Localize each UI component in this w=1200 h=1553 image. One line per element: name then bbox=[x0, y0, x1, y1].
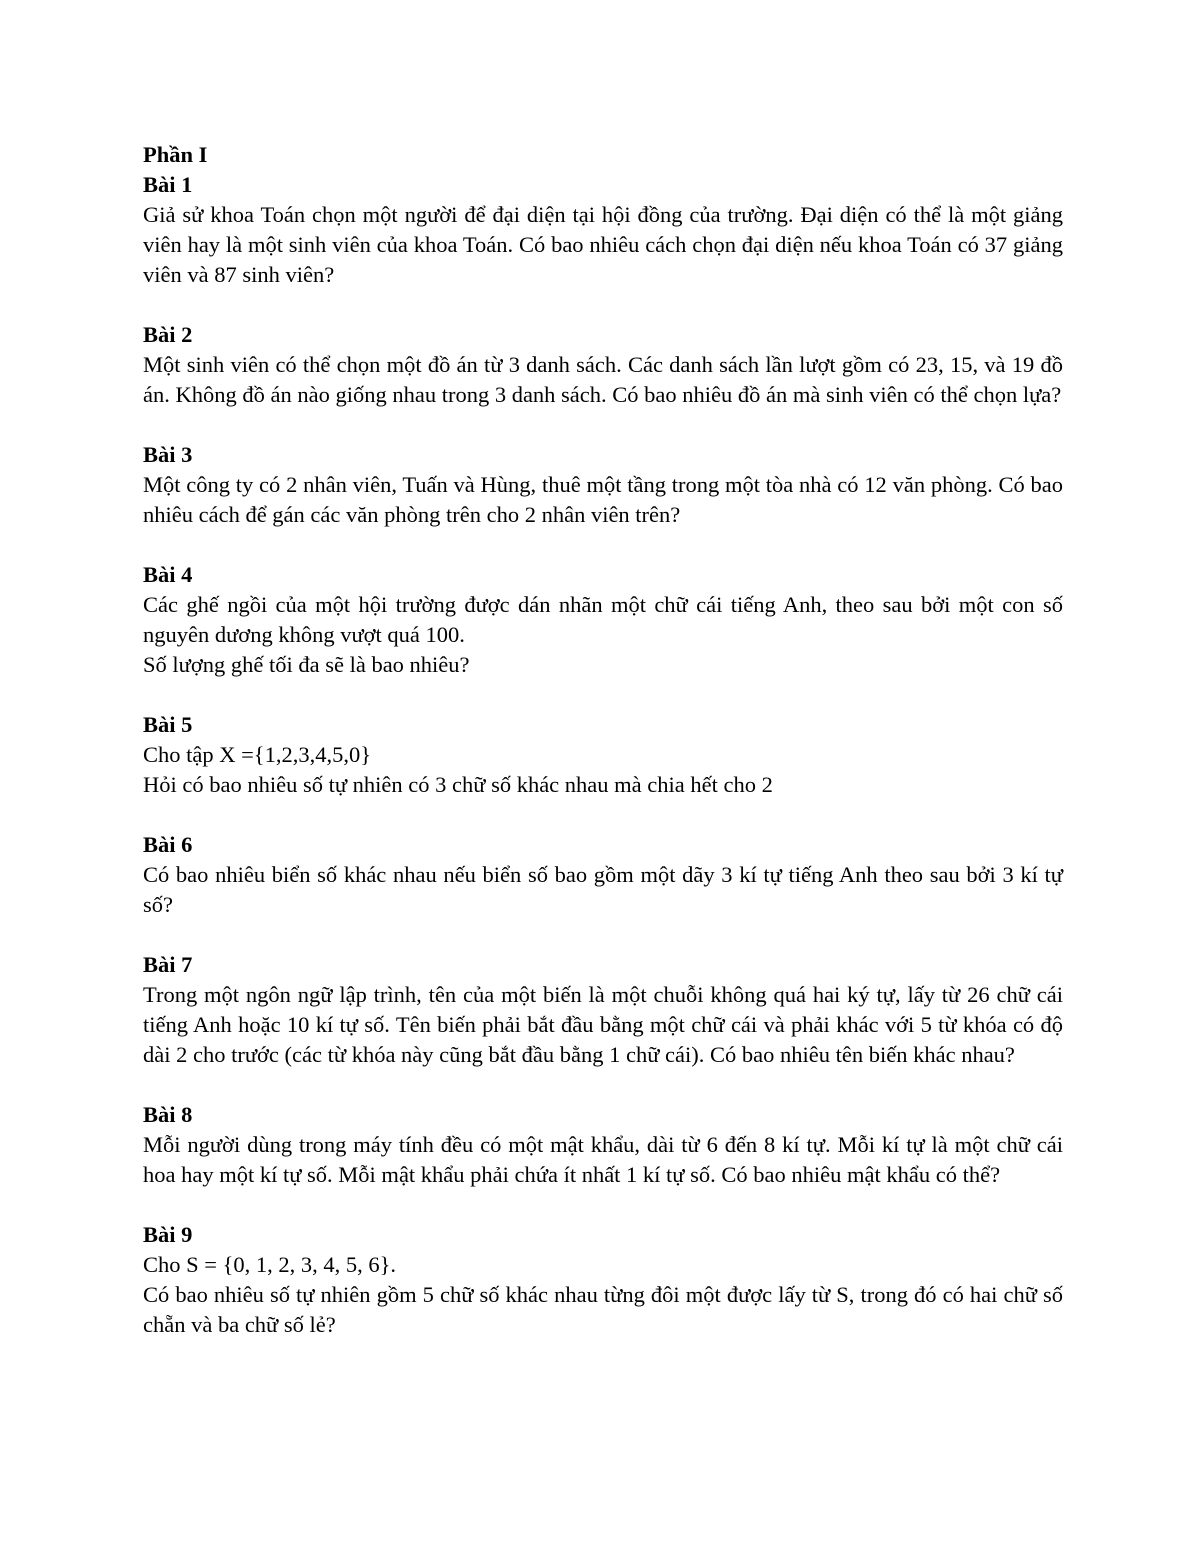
problem-line: Một sinh viên có thể chọn một đồ án từ 3 danh sách. Các danh sách lần lượt gồm có 23, 15, và 19 đồ án. Không đồ án nào giống nhau trong 3 danh sách. Có bao nhiêu đồ án mà sinh viên có thể chọn lựa? bbox=[143, 352, 1063, 407]
problem-line: Cho tập X ={1,2,3,4,5,0} bbox=[143, 742, 372, 767]
problem-2 bbox=[143, 320, 1063, 410]
problem-title: Bài 5 bbox=[143, 712, 193, 737]
problem-4 bbox=[143, 560, 1063, 680]
problem-text bbox=[143, 350, 1063, 410]
section-title: Phần I bbox=[143, 142, 208, 167]
problem-line: Số lượng ghế tối đa sẽ là bao nhiêu? bbox=[143, 652, 470, 677]
problem-line: Có bao nhiêu biển số khác nhau nếu biển số bao gồm một dãy 3 kí tự tiếng Anh theo sau bởi 3 kí tự số? bbox=[143, 862, 1063, 917]
problem-title: Bài 1 bbox=[143, 172, 193, 197]
problem-title: Bài 9 bbox=[143, 1222, 193, 1247]
problem-3 bbox=[143, 440, 1063, 530]
problem-title: Bài 8 bbox=[143, 1102, 193, 1127]
problem-title: Bài 3 bbox=[143, 442, 193, 467]
problem-title: Bài 4 bbox=[143, 562, 193, 587]
problem-text bbox=[143, 740, 1063, 800]
problem-text bbox=[143, 1250, 1063, 1340]
problem-line: Hỏi có bao nhiêu số tự nhiên có 3 chữ số khác nhau mà chia hết cho 2 bbox=[143, 772, 773, 797]
problem-line: Có bao nhiêu số tự nhiên gồm 5 chữ số khác nhau từng đôi một được lấy từ S, trong đó có hai chữ số chẵn và ba chữ số lẻ? bbox=[143, 1282, 1063, 1337]
problem-text bbox=[143, 590, 1063, 680]
problem-7 bbox=[143, 950, 1063, 1070]
problem-line: Một công ty có 2 nhân viên, Tuấn và Hùng, thuê một tầng trong một tòa nhà có 12 văn phòng. Có bao nhiêu cách để gán các văn phòng trên cho 2 nhân viên trên? bbox=[143, 472, 1063, 527]
problem-5 bbox=[143, 710, 1063, 800]
problem-text bbox=[143, 980, 1063, 1070]
problem-text bbox=[143, 200, 1063, 290]
problem-title: Bài 2 bbox=[143, 322, 193, 347]
problem-text bbox=[143, 860, 1063, 920]
problem-9 bbox=[143, 1220, 1063, 1340]
problem-text bbox=[143, 470, 1063, 530]
document-page bbox=[143, 140, 1063, 1370]
problem-line: Giả sử khoa Toán chọn một người để đại diện tại hội đồng của trường. Đại diện có thể là một giảng viên hay là một sinh viên của khoa Toán. Có bao nhiêu cách chọn đại diện nếu khoa Toán có 37 giảng viên và 87 sinh viên? bbox=[143, 202, 1063, 287]
problem-1 bbox=[143, 170, 1063, 290]
problem-title: Bài 7 bbox=[143, 952, 193, 977]
problem-line: Mỗi người dùng trong máy tính đều có một mật khẩu, dài từ 6 đến 8 kí tự. Mỗi kí tự là một chữ cái hoa hay một kí tự số. Mỗi mật khẩu phải chứa ít nhất 1 kí tự số. Có bao nhiêu mật khẩu có thể? bbox=[143, 1132, 1063, 1187]
problem-title: Bài 6 bbox=[143, 832, 193, 857]
problem-line: Cho S = {0, 1, 2, 3, 4, 5, 6}. bbox=[143, 1252, 397, 1277]
problem-line: Trong một ngôn ngữ lập trình, tên của một biến là một chuỗi không quá hai ký tự, lấy từ 26 chữ cái tiếng Anh hoặc 10 kí tự số. Tên biến phải bắt đầu bằng một chữ cái và phải khác với 5 từ khóa có độ dài 2 cho trước (các từ khóa này cũng bắt đầu bằng 1 chữ cái). Có bao nhiêu tên biến khác nhau? bbox=[143, 982, 1063, 1067]
problem-6 bbox=[143, 830, 1063, 920]
problem-text bbox=[143, 1130, 1063, 1190]
problem-8 bbox=[143, 1100, 1063, 1190]
problem-line: Các ghế ngồi của một hội trường được dán nhãn một chữ cái tiếng Anh, theo sau bởi một con số nguyên dương không vượt quá 100. bbox=[143, 592, 1063, 647]
